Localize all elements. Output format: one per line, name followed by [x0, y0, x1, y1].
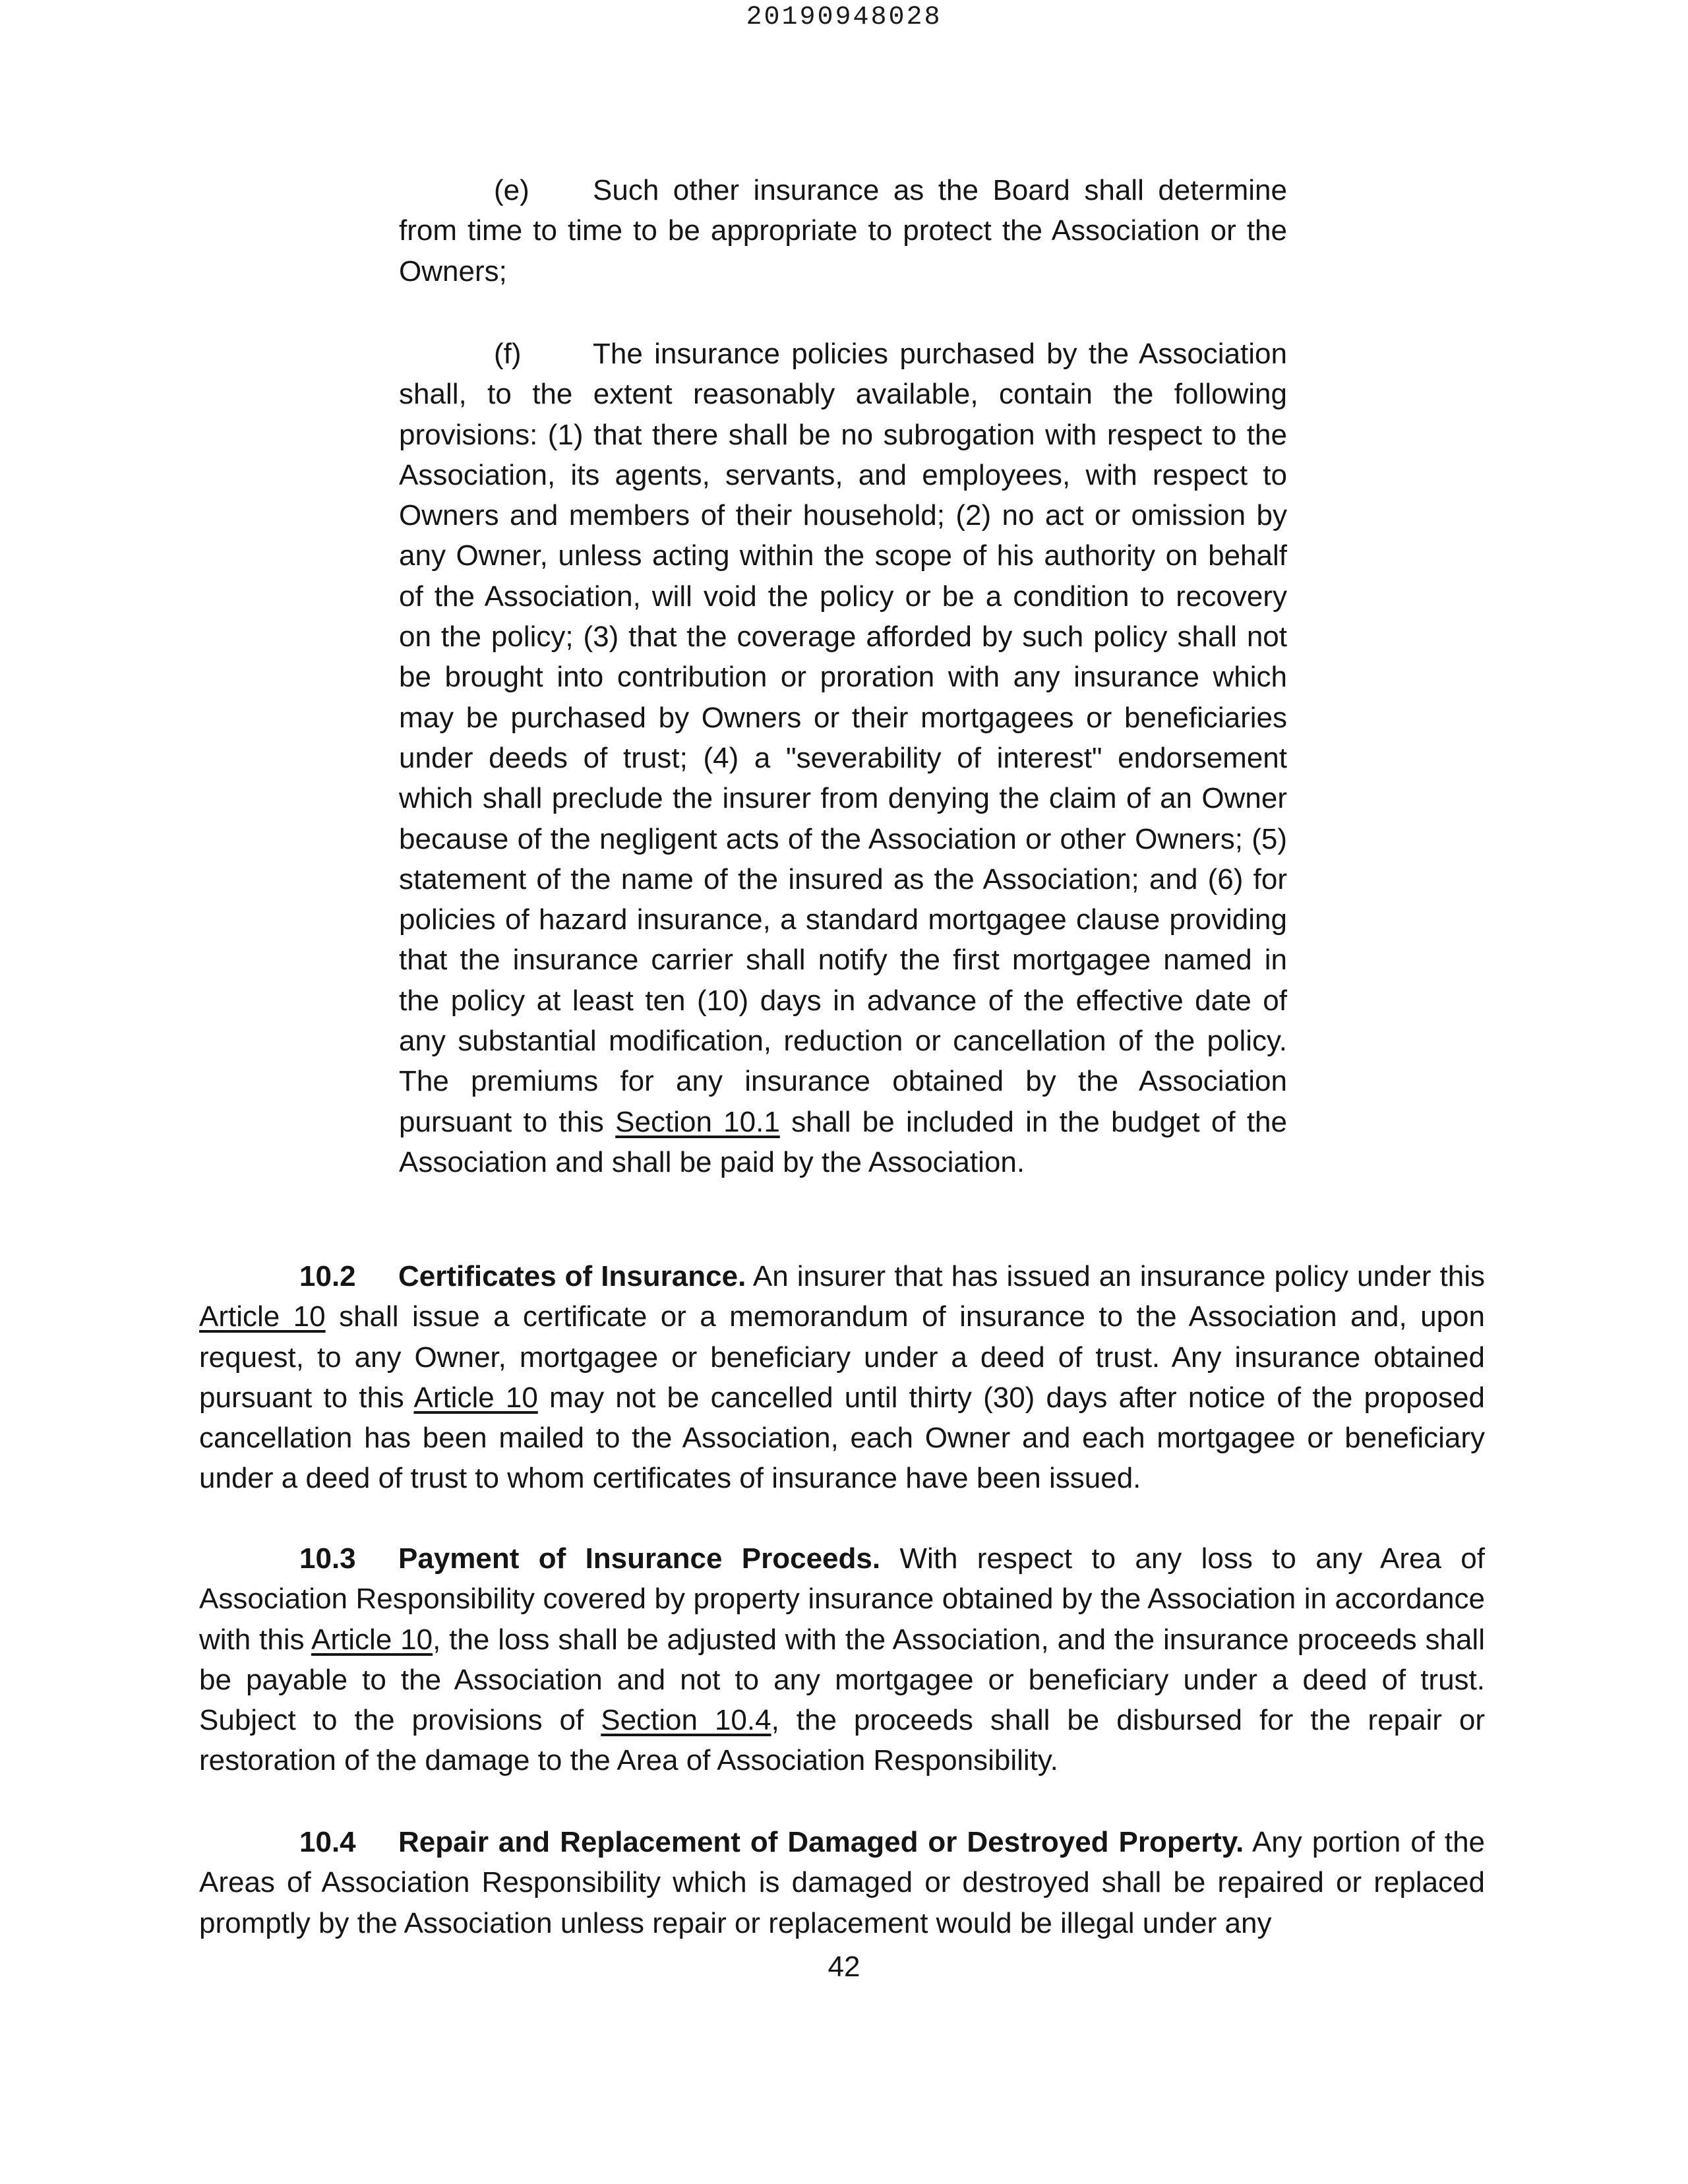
section-10-4 [199, 1822, 1485, 1943]
section-text: , the proceeds shall be disbursed for the repair or restoration of the damage to the Area of Association Responsibility. [199, 1704, 1485, 1777]
section-text: shall issue a certificate or a memorandum of insurance to the Association and, upon request, to any Owner, mortgagee or beneficiary under a deed of trust. Any insurance obtained pursuant to this [199, 1300, 1486, 1414]
section-text: , the loss shall be adjusted with the Association, and the insurance proceeds shall be payable to the Association and not to any mortgagee or beneficiary under a deed of trust. Subject to the provisions of [199, 1623, 1485, 1737]
subsection-e [399, 170, 1287, 291]
section-number: 10.2 [299, 1260, 356, 1292]
section-text: may not be cancelled until thirty (30) days after notice of the proposed cancellation has been mailed to the Association, each Owner and each mortgagee or beneficiary under a deed of trust to whom certificates of insurance have been issued. [199, 1381, 1485, 1495]
section-10-2 [199, 1256, 1485, 1499]
section-title: Repair and Replacement of Damaged or Destroyed Property. [398, 1826, 1244, 1858]
section-title: Payment of Insurance Proceeds. [398, 1542, 881, 1575]
section-10-3 [199, 1538, 1485, 1781]
article-reference: Article 10 [311, 1623, 433, 1656]
page-number: 42 [828, 1951, 860, 1983]
section-text: An insurer that has issued an insurance policy under this [752, 1260, 1486, 1292]
subsection-marker: (f) [494, 338, 522, 370]
section-number: 10.3 [299, 1542, 356, 1575]
section-text: With respect to any loss to any Area of Association Responsibility covered by property insurance obtained by the Association in accordance with this [199, 1542, 1485, 1656]
article-reference: Article 10 [413, 1381, 538, 1414]
section-text: Any portion of the Areas of Association Responsibility which is damaged or destroyed shall be repaired or replaced promptly by the Association unless repair or replacement would be illegal under any [199, 1826, 1486, 1939]
section-reference: Section 10.1 [615, 1105, 780, 1138]
section-reference: Section 10.4 [601, 1704, 771, 1737]
document-number: 20190948028 [746, 3, 942, 32]
subsection-text: The insurance policies purchased by the Association shall, to the extent reasonably available, contain the following provisions: (1) that there shall be no subrogation with respect to the Association, its agents, servants, and employees, with respect to Owners and members of their household; (2) no act or omission by any Owner, unless acting within the scope of his authority on behalf of the Association, will void the policy or be a condition to recovery on the policy; (3) that the coverage afforded by such policy shall not be brought into contribution or proration with any insurance which may be purchased by Owners or their mortgagees or beneficiaries under deeds of trust; (4) a "severability of interest" endorsement which shall preclude the insurer from denying the claim of an Owner because of the negligent acts of the Association or other Owners; (5) statement of the name of the insured as the Association; and (6) for policies of hazard insurance, a standard mortgagee clause providing that the insurance carrier shall notify the first mortgagee named in the policy at least ten (10) days in advance of the effective date of any substantial modification, reduction or cancellation of the policy. The premiums for any insurance obtained by the Association pursuant to this [399, 338, 1287, 1138]
subsection-text: shall be included in the budget of the Association and shall be paid by the Association. [399, 1105, 1287, 1178]
subsection-text: Such other insurance as the Board shall determine from time to time to be appropriate to protect the Association or the Owners; [399, 174, 1287, 288]
section-title: Certificates of Insurance. [398, 1260, 746, 1292]
subsection-f [399, 334, 1287, 1182]
subsection-marker: (e) [494, 174, 529, 206]
section-number: 10.4 [299, 1826, 356, 1858]
article-reference: Article 10 [199, 1300, 326, 1333]
